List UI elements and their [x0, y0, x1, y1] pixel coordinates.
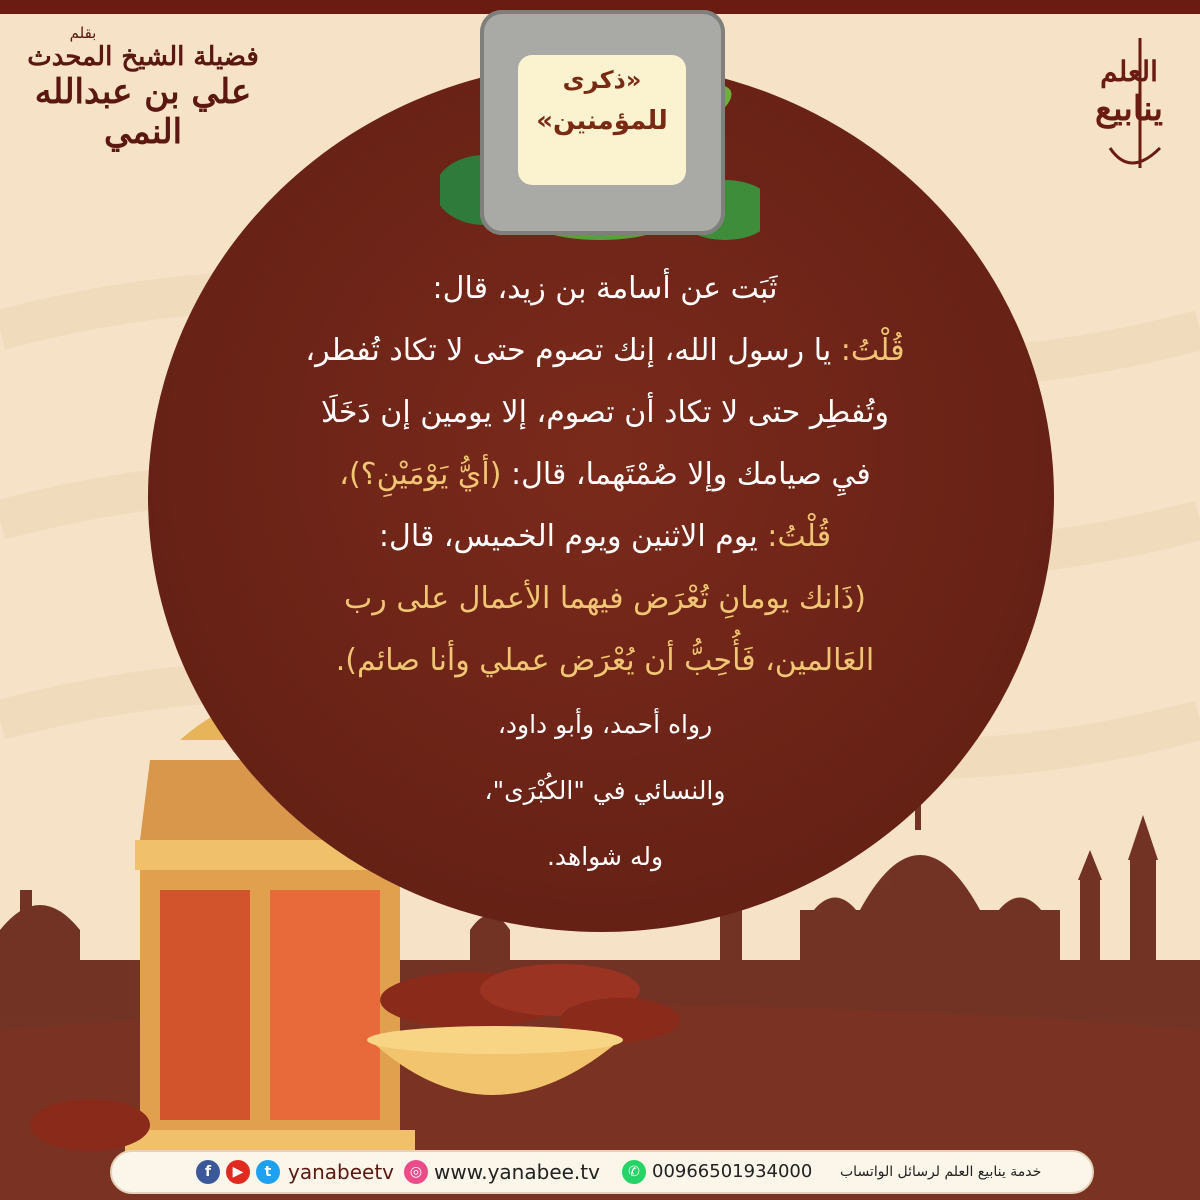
text-line-5-body: يوم الاثنين ويوم الخميس، قال: [378, 519, 768, 554]
reference-line-1: رواه أحمد، وأبو داود، [497, 710, 713, 739]
text-line-5-highlight: قُلْتُ: [767, 519, 832, 554]
phone-number[interactable]: 00966501934000 [652, 1161, 813, 1182]
badge-title [518, 60, 686, 142]
text-line-3: وتُفطِر حتى لا تكاد أن تصوم، إلا يومين إن دَخَلَا [320, 395, 890, 430]
reference-line-3: وله شواهد. [546, 842, 664, 871]
badge-line-2: للمؤمنين» [536, 106, 668, 136]
text-line-5 [240, 506, 970, 568]
text-line-2-highlight: قُلْتُ: [840, 333, 905, 368]
title-badge [440, 10, 760, 240]
footer-bar [110, 1150, 1094, 1194]
whatsapp-icon[interactable]: ✆ [622, 1160, 646, 1184]
author-by: بقلم [69, 24, 97, 42]
website-link[interactable]: www.yanabee.tv [434, 1160, 600, 1184]
service-label: خدمة ينابيع العلم لرسائل الواتساب [840, 1164, 1042, 1180]
author-name: علي بن عبدالله النمي [34, 72, 252, 152]
author-block [18, 24, 268, 152]
text-line-2 [240, 320, 970, 382]
twitter-icon[interactable]: t [256, 1160, 280, 1184]
hadith-text [240, 258, 970, 890]
text-line-7: العَالمين، فَأُحِبُّ أن يُعْرَض عملي وأنا صائم). [335, 643, 875, 678]
text-line-4-body: فيِ صيامك وإلا صُمْتَهما، قال: [501, 457, 871, 492]
logo [1064, 55, 1194, 129]
logo-line-1: العلم [1100, 55, 1158, 88]
website-icon[interactable]: ◎ [404, 1160, 428, 1184]
text-line-4 [240, 444, 970, 506]
youtube-icon[interactable]: ▶ [226, 1160, 250, 1184]
text-line-1: ثَبَت عن أسامة بن زيد، قال: [432, 271, 778, 306]
reference-line-2: والنسائي في "الكُبْرَى"، [484, 776, 726, 805]
author-title: فضيلة الشيخ المحدث [27, 42, 259, 72]
text-line-6: (ذَانك يومانِ تُعْرَض فيهما الأعمال على رب [344, 581, 866, 616]
text-line-4-highlight: (أيُّ يَوْمَيْنِ؟)، [339, 457, 502, 492]
badge-line-1: «ذكرى [562, 66, 642, 94]
social-handle[interactable]: yanabeetv [288, 1160, 395, 1184]
text-line-2-body: يا رسول الله، إنك تصوم حتى لا تكاد تُفطر، [305, 333, 841, 368]
facebook-icon[interactable]: f [196, 1160, 220, 1184]
logo-line-2: ينابيع [1095, 89, 1163, 129]
